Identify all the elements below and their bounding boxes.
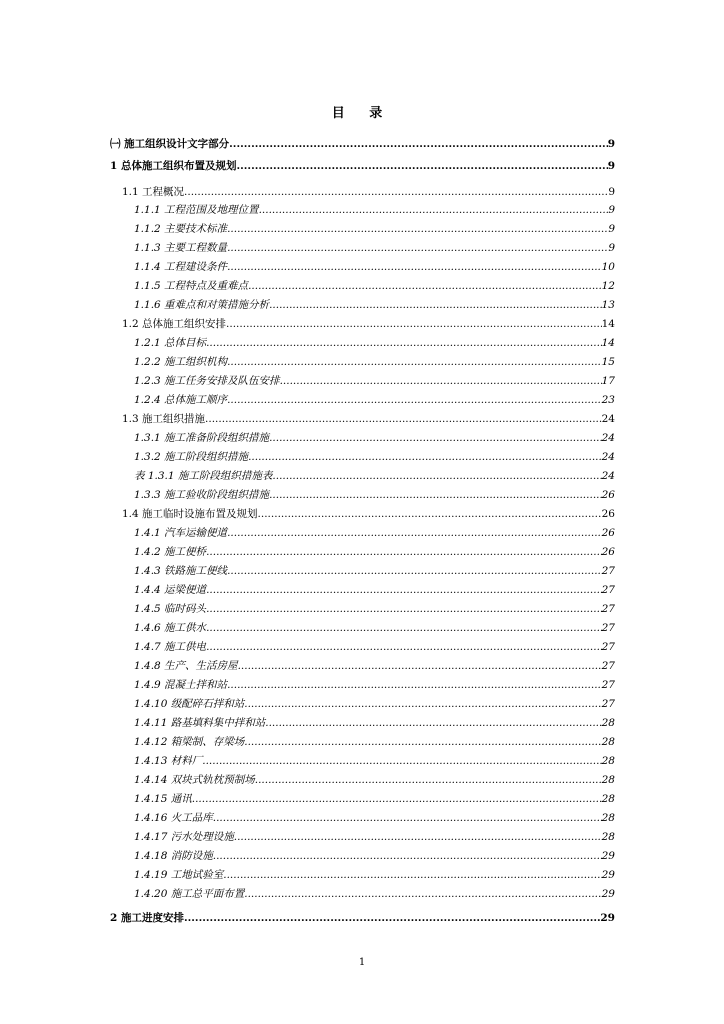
toc-dot-leader	[206, 335, 602, 351]
toc-entry[interactable]	[134, 563, 615, 579]
toc-entry[interactable]	[134, 487, 615, 503]
toc-entry[interactable]	[134, 278, 615, 294]
toc-entry-label: 1.3 施工组织措施	[122, 413, 206, 425]
toc-entry-label: 1.2 总体施工组织安排	[122, 318, 227, 330]
toc-entry-label: 1.4 施工临时设施布置及规划	[122, 508, 258, 520]
toc-entry-label: 1.1.5 工程特点及重难点	[134, 280, 249, 292]
toc-entry-label: 1.1.6 重难点和对策措施分析	[134, 299, 270, 311]
toc-entry-page: 24	[601, 413, 615, 425]
toc-entry[interactable]	[134, 620, 615, 636]
toc-dot-leader	[227, 563, 602, 579]
toc-entry-page: 13	[601, 299, 615, 311]
toc-entry[interactable]	[134, 696, 615, 712]
toc-dot-leader	[244, 886, 601, 902]
toc-entry[interactable]	[134, 753, 615, 769]
toc-entry-page: 29	[601, 850, 615, 862]
toc-entry[interactable]	[134, 392, 615, 408]
toc-entry-page: 26	[601, 546, 615, 558]
toc-dot-leader	[280, 373, 602, 389]
toc-dot-leader	[227, 259, 602, 275]
toc-dot-leader	[259, 202, 609, 218]
toc-entry[interactable]	[134, 582, 615, 598]
toc-entry-label: ㈠ 施工组织设计文字部分	[110, 138, 230, 150]
toc-entry-page: 29	[600, 912, 615, 924]
toc-entry[interactable]	[122, 184, 615, 200]
toc-entry-page: 14	[601, 337, 615, 349]
toc-entry-label: 1.4.20 施工总平面布置	[134, 888, 245, 900]
toc-entry-label: 1 总体施工组织布置及规划	[110, 160, 237, 172]
toc-entry-page: 27	[601, 565, 615, 577]
toc-entry[interactable]	[134, 449, 615, 465]
toc-entry[interactable]	[122, 506, 615, 522]
toc-entry[interactable]	[134, 544, 615, 560]
toc-dot-leader	[223, 867, 601, 883]
toc-entry-label: 1.4.5 临时码头	[134, 603, 207, 615]
toc-entry[interactable]	[134, 335, 615, 351]
toc-dot-leader	[227, 221, 608, 237]
toc-dot-leader	[227, 525, 602, 541]
toc-entry-page: 28	[601, 793, 615, 805]
toc-entry-page: 27	[601, 660, 615, 672]
toc-entry[interactable]	[134, 810, 615, 826]
toc-entry-page: 26	[601, 489, 615, 501]
toc-entry-page: 24	[601, 451, 615, 463]
toc-dot-leader	[227, 392, 602, 408]
toc-entry-label: 1.3.3 施工验收阶段组织措施	[134, 489, 270, 501]
toc-dot-leader	[265, 715, 601, 731]
toc-entry[interactable]	[134, 734, 615, 750]
toc-entry-page: 9	[608, 242, 615, 254]
toc-entry-label: 1.4.11 路基填料集中拌和站	[134, 717, 266, 729]
toc-entry[interactable]	[134, 202, 615, 218]
toc-entry-page: 14	[601, 318, 615, 330]
toc-entry[interactable]	[134, 430, 615, 446]
toc-entry-page: 12	[601, 280, 615, 292]
toc-dot-leader	[192, 791, 602, 807]
toc-dot-leader	[206, 582, 602, 598]
toc-entry[interactable]	[134, 601, 615, 617]
toc-dot-leader	[206, 601, 602, 617]
page-number: 1	[358, 957, 366, 968]
toc-entry[interactable]	[134, 221, 615, 237]
toc-entry-page: 17	[601, 375, 615, 387]
toc-entry-label: 1.4.14 双块式轨枕预制场	[134, 774, 255, 786]
toc-dot-leader	[184, 910, 600, 926]
toc-entry-label: 1.3.2 施工阶段组织措施	[134, 451, 249, 463]
toc-dot-leader	[184, 184, 608, 200]
toc-entry[interactable]	[134, 829, 615, 845]
toc-entry-page: 23	[601, 394, 615, 406]
toc-entry-page: 27	[601, 622, 615, 634]
toc-entry[interactable]	[134, 354, 615, 370]
toc-entry-label: 1.1 工程概况	[122, 186, 185, 198]
toc-entry[interactable]	[134, 468, 615, 484]
toc-entry[interactable]	[134, 240, 615, 256]
toc-entry-label: 1.1.1 工程范围及地理位置	[134, 204, 259, 216]
toc-dot-leader	[248, 278, 602, 294]
toc-dot-leader	[206, 620, 602, 636]
toc-entry-page: 28	[601, 831, 615, 843]
toc-entry-label: 1.1.4 工程建设条件	[134, 261, 228, 273]
toc-entry-label: 1.4.3 铁路施工便线	[134, 565, 228, 577]
toc-entry-page: 28	[601, 717, 615, 729]
toc-entry-label: 1.1.2 主要技术标准	[134, 223, 228, 235]
toc-entry-label: 1.2.2 施工组织机构	[134, 356, 228, 368]
toc-entry-page: 9	[608, 204, 615, 216]
toc-entry-label: 1.4.16 火工品库	[134, 812, 213, 824]
toc-entry-page: 29	[601, 888, 615, 900]
toc-dot-leader	[248, 449, 602, 465]
toc-entry-page: 24	[601, 470, 615, 482]
toc-dot-leader	[206, 544, 602, 560]
toc-entry-page: 27	[601, 641, 615, 653]
toc-dot-leader	[227, 354, 602, 370]
toc-entry-label: 1.4.10 级配碎石拌和站	[134, 698, 245, 710]
toc-dot-leader	[236, 158, 607, 174]
toc-entry-label: 1.2.1 总体目标	[134, 337, 207, 349]
toc-entry[interactable]	[134, 297, 615, 313]
toc-entry-page: 26	[601, 527, 615, 539]
toc-dot-leader	[244, 734, 601, 750]
toc-entry-page: 9	[608, 223, 615, 235]
toc-entry-page: 28	[601, 736, 615, 748]
toc-entry-page: 29	[601, 869, 615, 881]
toc-entry-label: 表 1.3.1 施工阶段组织措施表	[134, 470, 273, 482]
toc-entry-label: 1.4.8 生产、生活房屋	[134, 660, 238, 672]
toc-entry-label: 1.4.12 箱梁制、存梁场	[134, 736, 245, 748]
toc-entry[interactable]	[134, 772, 615, 788]
page-title: 目 录	[331, 106, 393, 121]
toc-entry[interactable]	[122, 411, 615, 427]
toc-entry[interactable]	[110, 910, 615, 926]
toc-entry-page: 9	[607, 160, 615, 172]
toc-dot-leader	[202, 753, 601, 769]
toc-entry-page: 27	[601, 584, 615, 596]
toc-dot-leader	[227, 677, 602, 693]
toc-entry-page: 26	[601, 508, 615, 520]
toc-entry-page: 27	[601, 679, 615, 691]
toc-dot-leader	[227, 240, 608, 256]
toc-entry-page: 27	[601, 603, 615, 615]
toc-entry[interactable]	[122, 316, 615, 332]
toc-entry-label: 1.4.19 工地试验室	[134, 869, 224, 881]
toc-dot-leader	[213, 848, 602, 864]
toc-dot-leader	[229, 136, 608, 152]
toc-entry-page: 10	[601, 261, 615, 273]
toc-entry-label: 1.4.13 材料厂	[134, 755, 203, 767]
toc-entry-page: 27	[601, 698, 615, 710]
toc-entry-label: 1.2.4 总体施工顺序	[134, 394, 228, 406]
toc-dot-leader	[258, 506, 602, 522]
toc-dot-leader	[269, 297, 602, 313]
toc-dot-leader	[206, 639, 602, 655]
toc-entry[interactable]	[134, 848, 615, 864]
toc-entry-label: 1.2.3 施工任务安排及队伍安排	[134, 375, 280, 387]
toc-entry[interactable]	[134, 639, 615, 655]
toc-entry-label: 1.4.9 混凝土拌和站	[134, 679, 228, 691]
toc-dot-leader	[226, 316, 602, 332]
toc-dot-leader	[244, 696, 601, 712]
toc-entry-page: 28	[601, 812, 615, 824]
toc-entry-label: 1.4.15 通讯	[134, 793, 192, 805]
toc-entry[interactable]	[110, 136, 615, 152]
toc-entry-page: 28	[601, 755, 615, 767]
toc-dot-leader	[272, 468, 601, 484]
toc-entry[interactable]	[134, 525, 615, 541]
toc-entry-label: 1.4.4 运梁便道	[134, 584, 207, 596]
toc-entry-label: 1.4.18 消防设施	[134, 850, 213, 862]
toc-entry-page: 15	[601, 356, 615, 368]
toc-entry[interactable]	[134, 791, 615, 807]
toc-entry[interactable]	[134, 677, 615, 693]
toc-entry[interactable]	[134, 715, 615, 731]
toc-entry-label: 1.4.7 施工供电	[134, 641, 207, 653]
toc-entry-label: 1.4.1 汽车运输便道	[134, 527, 228, 539]
toc-entry[interactable]	[110, 158, 615, 174]
toc-entry-page: 9	[607, 138, 615, 150]
toc-entry-label: 2 施工进度安排	[110, 912, 184, 924]
toc-dot-leader	[234, 829, 602, 845]
toc-dot-leader	[269, 430, 602, 446]
toc-entry-page: 9	[608, 186, 615, 198]
toc-entry[interactable]	[134, 373, 615, 389]
toc-entry-page: 24	[601, 432, 615, 444]
toc-entry[interactable]	[134, 658, 615, 674]
toc-entry[interactable]	[134, 867, 615, 883]
toc-entry[interactable]	[134, 259, 615, 275]
toc-dot-leader	[255, 772, 602, 788]
toc-entry-label: 1.4.6 施工供水	[134, 622, 207, 634]
toc-entry-label: 1.4.17 污水处理设施	[134, 831, 234, 843]
toc-entry-page: 28	[601, 774, 615, 786]
toc-entry-label: 1.4.2 施工便桥	[134, 546, 207, 558]
toc-dot-leader	[238, 658, 602, 674]
toc-dot-leader	[269, 487, 602, 503]
toc-dot-leader	[213, 810, 602, 826]
toc-entry[interactable]	[134, 886, 615, 902]
toc-dot-leader	[205, 411, 602, 427]
toc-entry-label: 1.3.1 施工准备阶段组织措施	[134, 432, 270, 444]
toc-entry-label: 1.1.3 主要工程数量	[134, 242, 228, 254]
